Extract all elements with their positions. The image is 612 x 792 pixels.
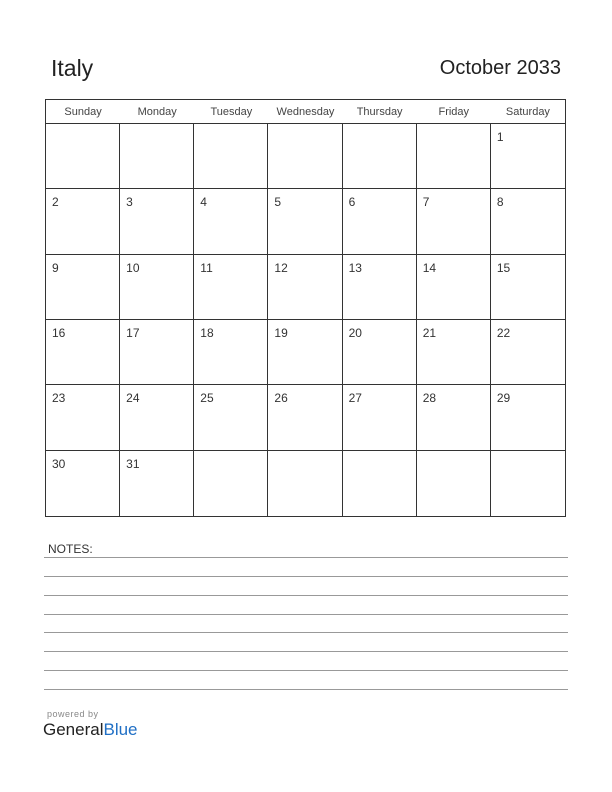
day-number: 15 xyxy=(496,260,511,275)
day-cell xyxy=(417,451,491,516)
weekday-header-monday: Monday xyxy=(120,100,194,124)
day-cell xyxy=(343,320,417,385)
day-number: 22 xyxy=(496,326,511,340)
day-cell xyxy=(268,255,342,320)
day-number: 29 xyxy=(496,391,511,406)
day-cell xyxy=(343,124,417,189)
day-cell xyxy=(417,385,491,450)
day-cell xyxy=(491,451,565,516)
day-number: 31 xyxy=(126,456,140,471)
day-cell xyxy=(343,385,417,450)
day-cell xyxy=(343,451,417,516)
day-number: 27 xyxy=(348,391,362,406)
day-cell xyxy=(194,385,268,450)
day-cell xyxy=(120,320,194,385)
day-number: 14 xyxy=(422,260,437,275)
month-year-title: October 2033 xyxy=(439,57,561,79)
day-cell xyxy=(268,320,342,385)
day-cell xyxy=(120,451,194,516)
notes-line xyxy=(44,651,568,652)
notes-line xyxy=(44,576,568,577)
generalblue-logo xyxy=(43,720,138,740)
day-number: 3 xyxy=(126,195,133,210)
day-number: 13 xyxy=(348,260,362,275)
day-cell xyxy=(194,320,268,385)
day-number: 25 xyxy=(200,391,214,406)
weekday-header-sunday: Sunday xyxy=(46,100,120,124)
weekday-header-tuesday: Tuesday xyxy=(194,100,268,124)
day-cell xyxy=(417,189,491,254)
notes-line xyxy=(44,689,568,690)
day-cell xyxy=(46,385,120,450)
day-cell xyxy=(491,189,565,254)
day-number: 11 xyxy=(200,260,213,275)
day-number: 10 xyxy=(126,260,140,275)
day-number: 5 xyxy=(274,195,282,210)
day-number: 6 xyxy=(348,195,356,210)
day-cell xyxy=(194,189,268,254)
weekday-header-thursday: Thursday xyxy=(343,100,417,124)
day-cell xyxy=(491,124,565,189)
day-number: 4 xyxy=(200,195,207,210)
day-cell xyxy=(491,385,565,450)
day-cell xyxy=(417,124,491,189)
day-number: 7 xyxy=(422,195,430,210)
day-cell xyxy=(268,385,342,450)
day-number: 12 xyxy=(274,260,288,275)
day-cell xyxy=(120,189,194,254)
day-number: 2 xyxy=(52,195,59,210)
day-cell xyxy=(268,124,342,189)
day-cell xyxy=(417,255,491,320)
day-number: 16 xyxy=(52,326,66,340)
day-number: 26 xyxy=(274,391,288,406)
notes-line xyxy=(44,670,568,671)
day-number: 9 xyxy=(52,260,59,275)
logo-general: General xyxy=(43,720,104,739)
day-cell xyxy=(120,124,194,189)
day-cell xyxy=(268,451,342,516)
notes-line xyxy=(44,632,568,633)
day-cell xyxy=(194,451,268,516)
day-cell xyxy=(491,255,565,320)
day-number: 19 xyxy=(274,326,288,340)
day-number: 23 xyxy=(52,391,66,406)
day-cell xyxy=(120,385,194,450)
country-title: Italy xyxy=(51,55,94,81)
day-number: 17 xyxy=(126,326,140,340)
day-cell xyxy=(46,320,120,385)
notes-label: NOTES: xyxy=(48,542,93,556)
day-cell xyxy=(46,451,120,516)
weekday-header-friday: Friday xyxy=(417,100,491,124)
notes-line xyxy=(44,614,568,615)
weekday-header-wednesday: Wednesday xyxy=(268,100,342,124)
day-number: 21 xyxy=(422,326,437,340)
day-number: 30 xyxy=(52,456,66,471)
day-cell xyxy=(46,189,120,254)
day-cell xyxy=(343,255,417,320)
day-cell xyxy=(194,255,268,320)
day-cell xyxy=(268,189,342,254)
day-cell xyxy=(46,255,120,320)
day-cell xyxy=(194,124,268,189)
day-cell xyxy=(343,189,417,254)
notes-line xyxy=(44,595,568,596)
day-number: 8 xyxy=(496,195,504,210)
day-number: 28 xyxy=(422,391,437,406)
day-number: 1 xyxy=(496,130,504,144)
day-cell xyxy=(491,320,565,385)
powered-by-text: powered by xyxy=(47,709,99,719)
calendar-grid xyxy=(45,99,566,517)
notes-line xyxy=(44,557,568,558)
weekday-header-saturday: Saturday xyxy=(491,100,565,124)
day-number: 20 xyxy=(348,326,362,340)
day-number: 24 xyxy=(126,391,140,406)
day-number: 18 xyxy=(200,326,214,340)
logo-blue: Blue xyxy=(103,720,138,739)
day-cell xyxy=(46,124,120,189)
day-cell xyxy=(120,255,194,320)
day-cell xyxy=(417,320,491,385)
